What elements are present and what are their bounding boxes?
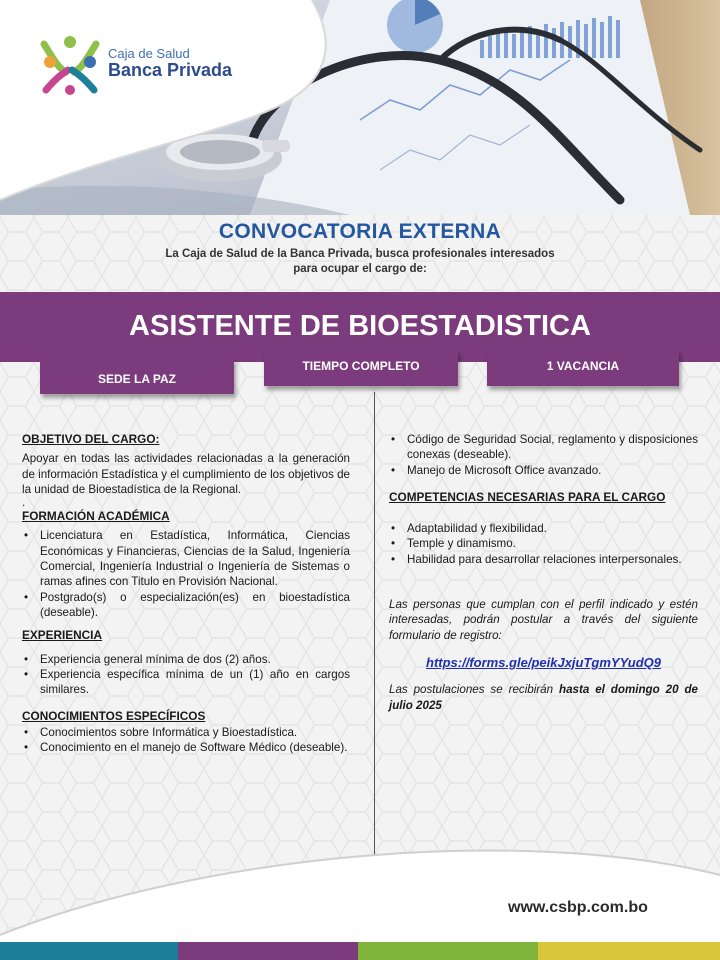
formacion-heading: FORMACIÓN ACADÉMICA (22, 509, 170, 524)
footer-stripe-yellow (538, 942, 720, 960)
position-title: ASISTENTE DE BIOESTADISTICA (129, 310, 591, 342)
subtitle-line-1: La Caja de Salud de la Banca Privada, busca profesionales interesados (165, 248, 555, 260)
tab-jornada: TIEMPO COMPLETO (264, 350, 458, 386)
list-item: • Conocimiento en el manejo de Software Médico (deseable). (22, 740, 350, 755)
website-url[interactable]: www.csbp.com.bo (508, 899, 648, 916)
right-column (389, 432, 698, 713)
list-item: • Adaptabilidad y flexibilidad. (389, 521, 698, 536)
competencias-list (389, 521, 698, 567)
registration-form-link[interactable]: https://forms.gle/peikJxjuTgmYYudQ9 (426, 654, 661, 670)
deadline-text (389, 682, 698, 713)
objetivo-text: Apoyar en todas las actividades relacionadas a la generación de información Estadística y el cumplimiento de los objetivos de la unidad de Bioestadística de la Regional. (22, 452, 351, 496)
postular-text: Las personas que cumplan con el perfil indicado y estén interesadas, podrán postular a través del siguiente formulario de registro: (389, 598, 698, 642)
intro-section (0, 220, 720, 277)
conocimientos-heading: CONOCIMIENTOS ESPECÍFICOS (22, 709, 206, 724)
list-item: • Habilidad para desarrollar relaciones interpersonales. (389, 552, 698, 567)
left-column (22, 432, 350, 755)
list-item: • Experiencia específica mínima de un (1) año en cargos similares. (22, 667, 350, 698)
list-item: • Temple y dinamismo. (389, 536, 698, 551)
experiencia-list (22, 652, 350, 698)
tab-vacancias: 1 VACANCIA (487, 350, 679, 386)
deadline-prefix: Las postulaciones se recibirán (389, 683, 559, 697)
list-item: • Experiencia general mínima de dos (2) años. (22, 652, 350, 667)
list-item: • Manejo de Microsoft Office avanzado. (389, 463, 698, 478)
list-item: • Licenciatura en Estadística, Informática, Ciencias Económicas y Financieras, Ciencias de la Salud, Ingeniería Comercial, Ingeniería Industrial o Ingeniería de Sistemas o ramas afines con Titulo en Provisión Nacional. (22, 528, 350, 589)
list-item: • Postgrado(s) o especialización(es) en bioestadística (deseable). (22, 590, 350, 621)
formacion-list (22, 528, 350, 620)
convocatoria-title: CONVOCATORIA EXTERNA (218, 220, 502, 243)
convocatoria-subtitle (0, 247, 720, 277)
experiencia-heading: EXPERIENCIA (22, 628, 102, 643)
tab-sede: SEDE LA PAZ (40, 358, 234, 394)
footer-stripe-teal (0, 942, 178, 960)
footer-stripe-purple (178, 942, 358, 960)
list-item: • Conocimientos sobre Informática y Bioestadística. (22, 725, 350, 740)
conocimientos-cont-list (389, 432, 698, 478)
caja-de-salud-logo-icon (36, 32, 104, 100)
deadline-date: hasta el domingo 20 de julio 2025 (389, 683, 698, 712)
footer-stripe-green (358, 942, 538, 960)
logo-line-2: Banca Privada (108, 60, 233, 80)
separator-dot: . (22, 496, 26, 510)
competencias-heading: COMPETENCIAS NECESARIAS PARA EL CARGO (389, 489, 666, 504)
objetivo-heading: OBJETIVO DEL CARGO: (22, 432, 160, 446)
column-divider (374, 392, 375, 880)
list-item: • Código de Seguridad Social, reglamento y disposiciones conexas (deseable). (389, 432, 698, 463)
conocimientos-list (22, 725, 350, 756)
subtitle-line-2: para ocupar el cargo de: (293, 263, 427, 275)
logo-line-1: Caja de Salud (108, 46, 190, 61)
